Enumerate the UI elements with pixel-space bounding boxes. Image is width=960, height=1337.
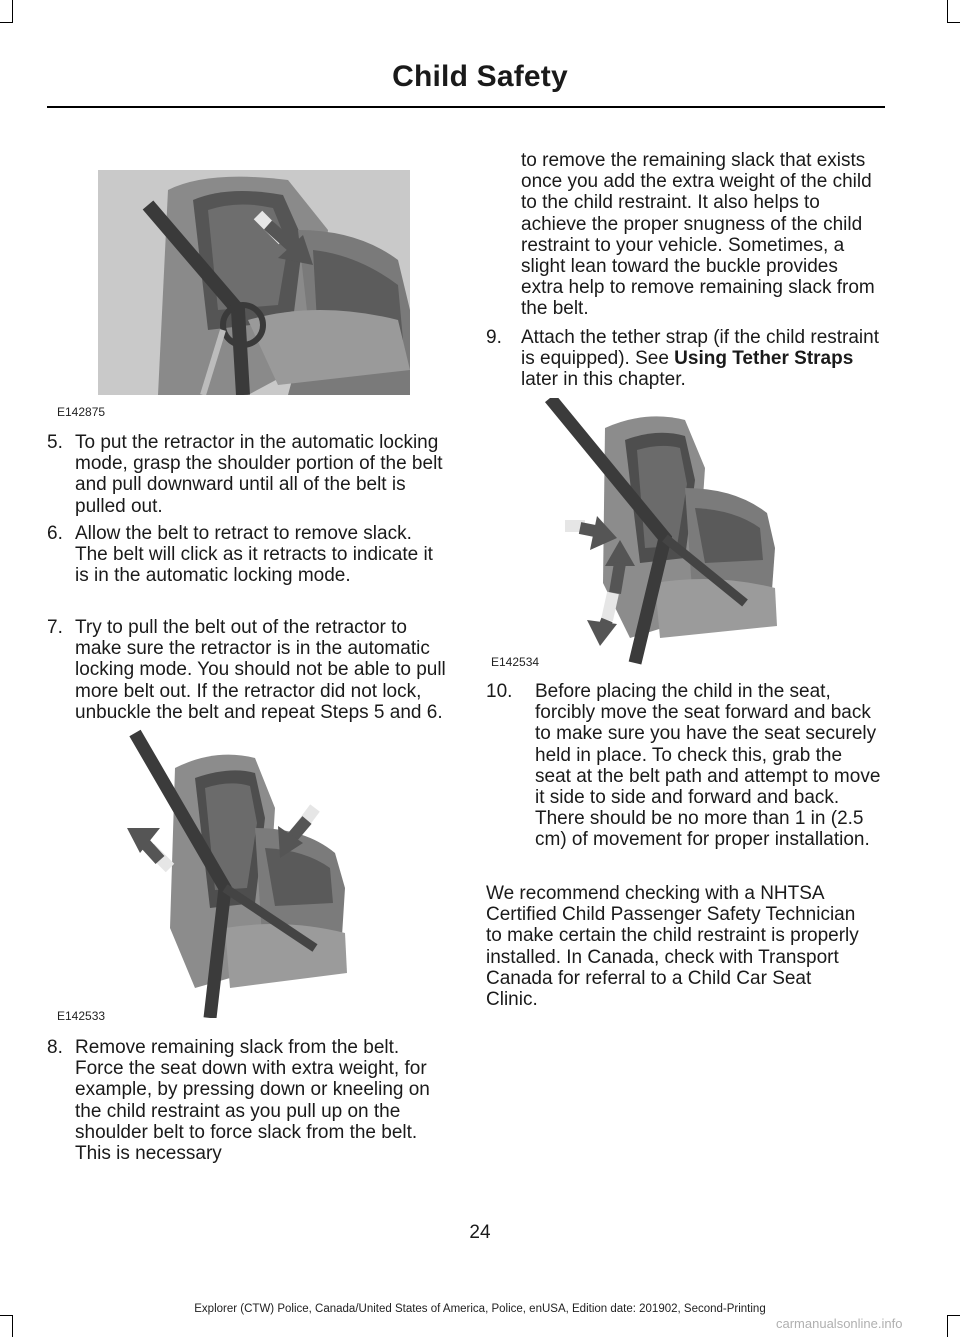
- step-number: 5.: [47, 432, 63, 453]
- crop-mark: [947, 0, 948, 22]
- seat-illustration-1: [98, 170, 410, 395]
- step-text-before: Attach the tether strap (if the child restraint is equipped). See: [521, 327, 880, 370]
- step-text: Remove remaining slack from the belt. Force the seat down with extra weight, for example, by pressing down or kneeling on the child restraint as you pull up on the shoulder belt to force slack from the belt. This is necessary: [75, 1037, 430, 1165]
- step-text: Allow the belt to retract to remove slack. The belt will click as it retracts to indicate it is in the automatic locking mode.: [75, 523, 433, 587]
- step-text: Before placing the child in the seat, forcibly move the seat forward and back to make sure you have the seat securely held in place. To check this, grab the seat at the belt path and attempt to move it side to side and forward and back. There should be no more than 1 in (2.5 cm) of movement for proper installation.: [535, 681, 881, 851]
- step-number: 6.: [47, 523, 63, 544]
- crop-mark: [947, 22, 960, 23]
- step-number: 9.: [486, 327, 502, 348]
- figure-code: E142875: [57, 405, 106, 419]
- figure-code: E142534: [491, 655, 540, 669]
- figure-retractor-close-up: [98, 170, 410, 395]
- step-text: Try to pull the belt out of the retractor to make sure the retractor is in the automatic locking mode. You should not be able to pull more belt out. If the retractor did not lock, unbuckle the belt and repeat Steps 5 and 6.: [75, 617, 446, 723]
- step-9: [486, 327, 883, 391]
- step-10: [486, 681, 883, 851]
- figure-belt-tension: [115, 728, 355, 1018]
- figure-tether-strap: [545, 398, 785, 666]
- step-7: [47, 617, 447, 723]
- page-number: 24: [469, 1222, 491, 1243]
- step-8: [47, 1037, 449, 1164]
- page-title: Child Safety: [392, 60, 568, 93]
- step-number: 10.: [486, 681, 513, 702]
- recommendation-paragraph: We recommend checking with a NHTSA Certified Child Passenger Safety Technician to make certain the child restraint is properly installed. In Canada, check with Transport Canada for referral to a Child Car Seat Clinic.: [486, 883, 859, 1011]
- step-number: 8.: [47, 1037, 63, 1058]
- seat-illustration-3: [545, 398, 785, 666]
- pull-up-arrow-icon: [127, 828, 170, 868]
- step-5: [47, 432, 447, 517]
- crop-mark: [947, 1315, 960, 1316]
- crop-mark: [947, 1315, 948, 1337]
- step-8-continued: to remove the remaining slack that exists once you add the extra weight of the child to the child restraint. It also helps to achieve the proper snugness of the child restraint to your vehicle. Sometimes, a slight lean toward the buckle provides extra help to remove remaining slack from the belt.: [521, 150, 875, 320]
- title-rule: [47, 106, 885, 108]
- crop-mark: [12, 1315, 13, 1337]
- crop-mark: [0, 22, 13, 23]
- figure-code: E142533: [57, 1009, 106, 1023]
- footer-text: Explorer (CTW) Police, Canada/United States of America, Police, enUSA, Edition date: 201902, Second-Printing: [194, 1303, 766, 1315]
- step-text: To put the retractor in the automatic locking mode, grasp the shoulder portion of the belt and pull downward until all of the belt is pulled out.: [75, 432, 443, 517]
- step-text-after: later in this chapter.: [521, 369, 686, 391]
- step-number: 7.: [47, 617, 63, 638]
- using-tether-straps-link[interactable]: Using Tether Straps: [674, 348, 854, 370]
- crop-mark: [0, 1315, 13, 1316]
- step-text: [486, 327, 883, 391]
- watermark: carmanualsonline.info: [776, 1316, 903, 1331]
- step-6: [47, 523, 447, 587]
- crop-mark: [12, 0, 13, 22]
- seat-illustration-2: [115, 728, 355, 1018]
